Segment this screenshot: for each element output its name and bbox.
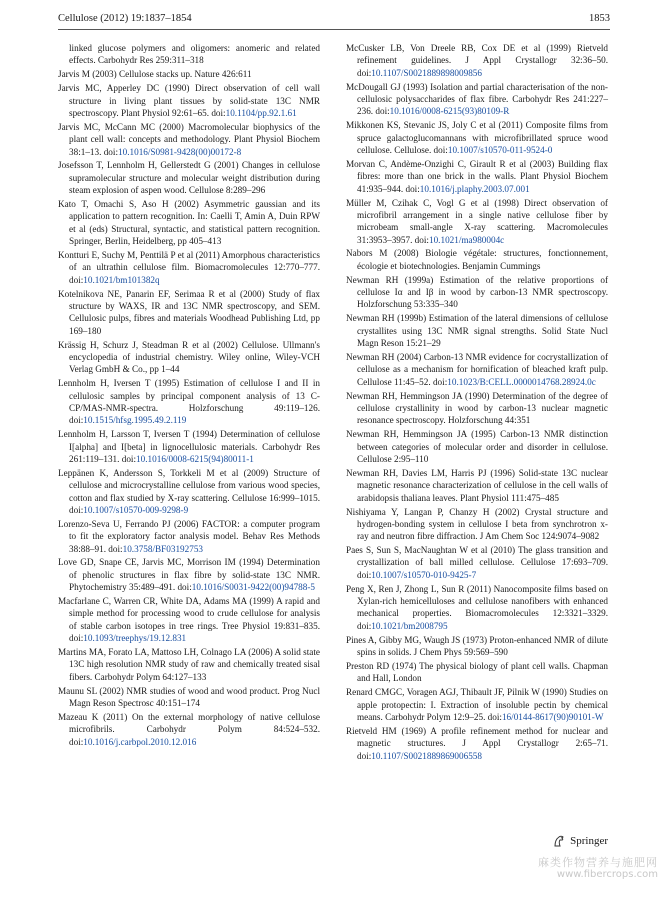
reference-text: Josefsson T, Lennholm H, Gellerstedt G (2001) Changes in cellulose supramolecular structure and molecular weight distribution during steam explosion of aspen wood. Cellulose 8:289–296: [58, 160, 320, 196]
reference-entry: [58, 428, 320, 465]
running-header: [58, 8, 610, 28]
reference-entry: [58, 646, 320, 683]
reference-text: Müller M, Czihak C, Vogl G et al (1998) Direct observation of microfibril arrangement in a single native cellulose fiber by microbeam small-angle X-ray scattering. Macromolecules 31:3953–3957. doi:: [346, 197, 608, 245]
reference-entry: [346, 351, 608, 388]
doi-link[interactable]: 10.1007/s10570-009-9298-9: [83, 504, 189, 515]
reference-text: Lennholm H, Larsson T, Iversen T (1994) Determination of cellulose I[alpha] and I[beta] in lignocellulosic materials. Carbohydr Res 261:119–131. doi:: [58, 429, 320, 464]
doi-link[interactable]: 10.1007/s10570-010-9425-7: [371, 569, 477, 580]
doi-link[interactable]: 10.3758/BF03192753: [122, 543, 204, 554]
doi-link[interactable]: 10.1021/bm101382q: [83, 274, 160, 285]
reference-entry: [58, 518, 320, 555]
reference-entry: [346, 583, 608, 632]
doi-link[interactable]: 10.1515/hfsg.1995.49.2.119: [83, 415, 187, 426]
reference-text: linked glucose polymers and oligomers: anomeric and related effects. Carbohydr Res 259:311–318: [69, 43, 320, 66]
reference-text: Lennholm H, Iversen T (1995) Estimation of cellulose I and II in cellulosic samples by principal component analysis of 13 C-CP/MAS-NMR-spectra. Holzforschung 49:119–126. doi:: [58, 378, 320, 426]
reference-text: Newman RH (1999b) Estimation of the lateral dimensions of cellulose crystallites using 13C NMR signal strengths. Solid State Nucl Magn Reson 15:21–29: [346, 313, 608, 349]
reference-text: Leppänen K, Andersson S, Torkkeli M et al (2009) Structure of cellulose and microcrystalline cellulose from various wood species, cotton and flax studied by X-ray scattering. Cellulose 16:999–1015. doi:: [58, 467, 320, 515]
reference-text: Mikkonen KS, Stevanic JS, Joly C et al (2011) Composite films from spruce galactoglucomannans with microfibrillated spruce wood cellulose. Cellulose. doi:: [346, 120, 608, 155]
reference-text: Martins MA, Forato LA, Mattoso LH, Colnago LA (2006) A solid state 13C high resolution NMR study of raw and chemically treated sisal fibers. Carbohydr Polym 64:127–133: [58, 647, 320, 682]
reference-text: Newman RH, Hemmingson JA (1995) Carbon-13 NMR distinction between categories of molecular order and disorder in cellulose. Cellulose 2:95–110: [346, 429, 608, 464]
doi-link[interactable]: 10.1016/S0981-9428(00)00172-8: [118, 146, 242, 157]
reference-entry: [346, 81, 608, 118]
reference-entry: [346, 274, 608, 311]
reference-entry: [346, 428, 608, 465]
watermark-title: 麻类作物营养与施肥网: [538, 856, 658, 869]
reference-text: Jarvis MC, Apperley DC (1990) Direct observation of cell wall structure in living plant tissues by solid-state 13C NMR spectroscopy. Plant Physiol 92:61–65. doi:: [58, 83, 320, 118]
reference-entry: [58, 159, 320, 196]
doi-link[interactable]: 10.1016/S0031-9422(00)94788-5: [191, 582, 316, 593]
doi-link[interactable]: 16/0144-8617(90)90101-W: [501, 711, 604, 722]
reference-entry: [346, 390, 608, 427]
reference-entry: [346, 660, 608, 685]
reference-text: Kotelnikova NE, Panarin EF, Serimaa R et al (2000) Study of flax structure by WAXS, IR and 13C NMR spectroscopy, and SEM. Cellulosic pulps, fibres and materials Woodhead Publishing Ltd, pp 169–180: [58, 288, 320, 336]
reference-entry: [58, 595, 320, 644]
reference-text: Maunu SL (2002) NMR studies of wood and wood product. Prog Nucl Magn Reson Spectrosc 40:151–174: [58, 685, 320, 709]
reference-entry: [58, 198, 320, 247]
reference-entry: [346, 158, 608, 195]
doi-link[interactable]: 10.1016/0008-6215(93)80109-R: [389, 106, 510, 117]
reference-entry: [58, 377, 320, 426]
doi-link[interactable]: 10.1016/j.plaphy.2003.07.001: [419, 183, 530, 194]
doi-link[interactable]: 10.1016/j.carbpol.2010.12.016: [83, 736, 197, 747]
reference-text: Pines A, Gibby MG, Waugh JS (1973) Proton-enhanced NMR of dilute spins in solids. J Chem Phys 59:569–590: [346, 634, 608, 658]
publisher-name: Springer: [570, 835, 608, 847]
reference-entry: [58, 249, 320, 286]
references-left-column: [58, 42, 320, 750]
reference-text: Rietveld HM (1969) A profile refinement method for nuclear and magnetic structures. J Appl Crystallogr 2:65–71. doi:: [346, 725, 608, 761]
reference-entry: [346, 197, 608, 246]
reference-entry: [58, 467, 320, 516]
doi-link[interactable]: 10.1023/B:CELL.0000014768.28924.0c: [447, 376, 596, 387]
reference-text: McCusker LB, Von Dreele RB, Cox DE et al (1999) Rietveld refinement guidelines. J Appl Crystallogr 32:36–50. doi:: [346, 43, 608, 78]
doi-link[interactable]: 10.1016/0008-6215(94)80011-1: [136, 453, 254, 464]
reference-entry: [346, 506, 608, 543]
reference-text: Newman RH (1999a) Estimation of the relative proportions of cellulose Iα and Iβ in wood by carbon-13 NMR spectroscopy. Holzforschung 53:335–340: [346, 274, 608, 310]
reference-text: Kato T, Omachi S, Aso H (2002) Asymmetric gaussian and its application to pattern recognition. In: Caelli T, Amin A, Duin RPW et al (eds) Structural, syntactic, and statistical pattern recognition. Springer, Berlin, Heidelberg, pp 405–413: [58, 199, 320, 247]
reference-text: Jarvis M (2003) Cellulose stacks up. Nature 426:611: [58, 69, 252, 80]
reference-text: Nabors M (2008) Biologie végétale: structures, fonctionnement, écologie et biotechnologies. Benjamin Cummings: [346, 248, 608, 271]
doi-link[interactable]: 10.1021/bm2008795: [371, 620, 448, 631]
reference-entry: [346, 725, 608, 762]
reference-entry: [346, 467, 608, 504]
watermark-url: www.fibercrops.com: [556, 869, 658, 880]
reference-entry: [346, 686, 608, 723]
reference-text: Preston RD (1974) The physical biology of plant cell walls. Chapman and Hall, London: [346, 661, 608, 684]
doi-link[interactable]: 10.1093/treephys/19.12.831: [83, 633, 187, 644]
reference-text: Krässig H, Schurz J, Steadman R et al (2002) Cellulose. Ullmann's encyclopedia of industrial chemistry. Wiley online, Wiley-VCH Verlag GmbH & Co., pp 1–44: [58, 339, 320, 375]
doi-link[interactable]: 10.1007/s10570-011-9524-0: [447, 144, 553, 155]
reference-entry: [346, 119, 608, 156]
reference-text: McDougall GJ (1993) Isolation and partial characterisation of the non-cellulosic polysaccharides of flax fibre. Carbohydr Res 241:227–236. doi:: [346, 81, 608, 117]
reference-text: Renard CMGC, Voragen AGJ, Thibault JF, Pilnik W (1990) Studies on apple protopectin: I. Extraction of insoluble pectin by chemical means. Carbohydr Polym 12:9–25. doi:: [346, 687, 608, 722]
reference-entry: [346, 42, 608, 79]
reference-entry: [58, 556, 320, 593]
header-rule: [58, 29, 610, 30]
reference-entry: [58, 68, 320, 80]
references-right-column: [346, 42, 608, 764]
doi-link[interactable]: 10.1107/S0021889898009856: [371, 67, 482, 78]
reference-text: Morvan C, Andème-Onzighi C, Girault R et al (2003) Building flax fibres: more than one brick in the walls. Plant Physiol Biochem 41:935–944. doi:: [346, 158, 608, 194]
doi-link[interactable]: 10.1107/S0021889869006558: [371, 750, 482, 761]
springer-horse-icon: [552, 834, 566, 848]
reference-text: Newman RH, Hemmingson JA (1990) Determination of the degree of cellulose crystallinity in wood by carbon-13 nuclear magnetic resonance spectroscopy. Holzforschung 44:351: [346, 390, 608, 426]
reference-text: Newman RH (2004) Carbon-13 NMR evidence for cocrystallization of cellulose as a mechanism for hornification of bleached kraft pulp. Cellulose 11:45–52. doi:: [346, 352, 608, 387]
reference-text: Nishiyama Y, Langan P, Chanzy H (2002) Crystal structure and hydrogen-bonding system in cellulose I beta from synchrotron x-ray and neutron fibre diffraction. J Am Chem Soc 124:9074–9082: [346, 506, 608, 542]
reference-entry: [58, 288, 320, 337]
reference-entry: [58, 42, 320, 67]
reference-text: Kontturi E, Suchy M, Penttilä P et al (2011) Amorphous characteristics of an ultrathin cellulose film. Biomacromolecules 12:770–777. doi:: [58, 250, 320, 285]
reference-entry: [346, 544, 608, 581]
reference-entry: [58, 711, 320, 748]
reference-text: Lorenzo-Seva U, Ferrando PJ (2006) FACTOR: a computer program to fit the exploratory factor analysis model. Behav Res Methods 38:88–91. doi:: [58, 518, 320, 554]
reference-entry: [58, 339, 320, 376]
page-number: 1853: [589, 12, 610, 24]
reference-entry: [58, 121, 320, 158]
doi-link[interactable]: 10.1104/pp.92.1.61: [225, 107, 297, 118]
publisher-logo: [552, 834, 608, 848]
journal-citation: Cellulose (2012) 19:1837–1854: [58, 12, 192, 24]
reference-text: Mazeau K (2011) On the external morphology of native cellulose microfibrils. Carbohydr Polym 84:524–532. doi:: [58, 711, 320, 747]
reference-text: Paes S, Sun S, MacNaughtan W et al (2010) The glass transition and crystallization of ball milled cellulose. Cellulose 17:693–709. doi:: [346, 545, 608, 580]
reference-text: Macfarlane C, Warren CR, White DA, Adams MA (1999) A rapid and simple method for processing wood to crude cellulose for analysis of stable carbon isotopes in tree rings. Tree Physiol 19:831–835. doi:: [58, 596, 320, 644]
site-watermark: [538, 857, 658, 881]
reference-entry: [346, 312, 608, 349]
reference-entry: [58, 685, 320, 710]
reference-entry: [346, 247, 608, 272]
reference-text: Jarvis MC, McCann MC (2000) Macromolecular biophysics of the plant cell wall: concepts and methodology. Plant Physiol Biochem 38:1–13. doi:: [58, 121, 320, 157]
reference-text: Love GD, Snape CE, Jarvis MC, Morrison IM (1994) Determination of phenolic structures in flax fibre by solid-state 13C NMR. Phytochemistry 35:489–491. doi:: [58, 557, 320, 593]
reference-entry: [58, 82, 320, 119]
reference-text: Peng X, Ren J, Zhong L, Sun R (2011) Nanocomposite films based on Xylan-rich hemicelluloses and cellulose nanofibers with enhanced mechanical properties. Biomacromolecules 12:3321–3329. doi:: [346, 583, 608, 631]
reference-entry: [346, 634, 608, 659]
doi-link[interactable]: 10.1021/ma980004c: [428, 234, 505, 245]
reference-text: Newman RH, Davies LM, Harris PJ (1996) Solid-state 13C nuclear magnetic resonance characterization of cellulose in the cell walls of arabidopsis thaliana leaves. Plant Physiol 111:475–485: [346, 467, 608, 503]
